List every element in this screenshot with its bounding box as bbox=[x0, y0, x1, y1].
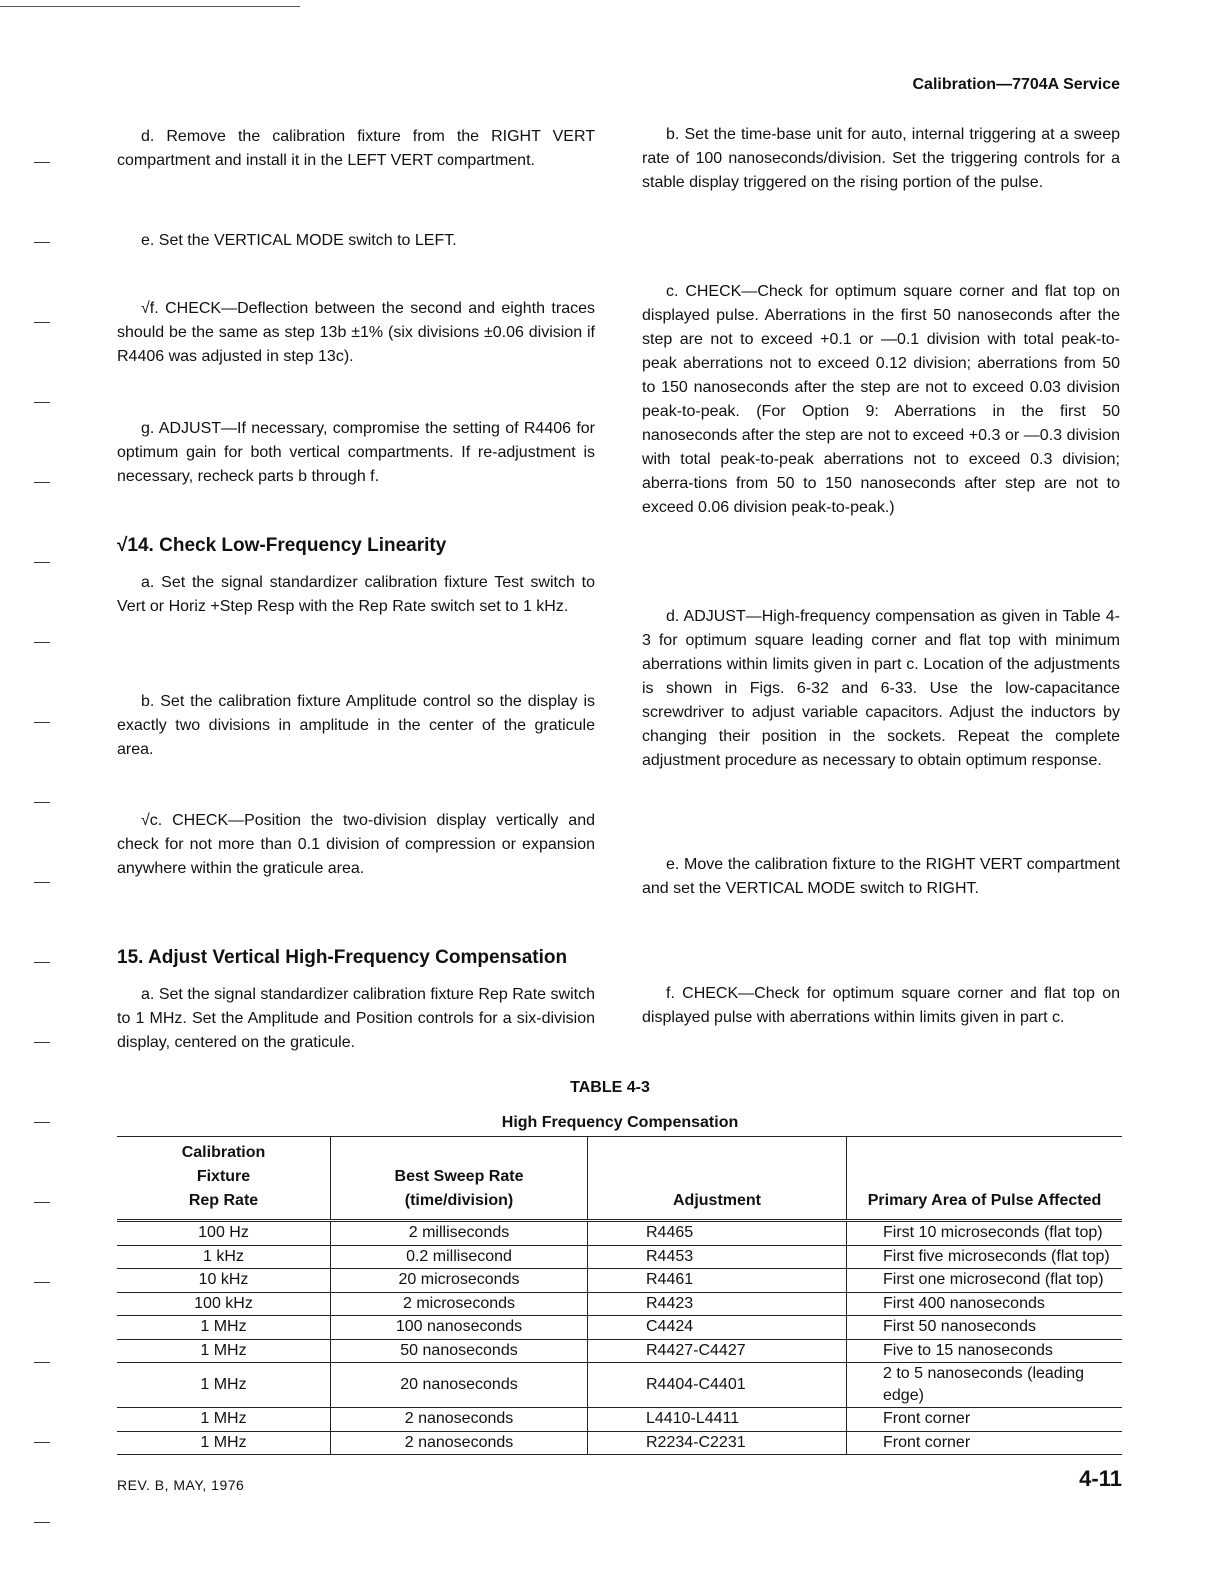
header-rep-rate-line2: Fixture bbox=[196, 1168, 251, 1185]
margin-tick bbox=[34, 162, 50, 163]
table-row bbox=[117, 1431, 1122, 1455]
cell-adjustment: R4453 bbox=[588, 1245, 847, 1269]
header-rep-rate-line3: Rep Rate bbox=[188, 1192, 259, 1209]
step-e-text: e. Set the VERTICAL MODE switch to LEFT. bbox=[141, 232, 457, 249]
cell-rep-rate: 1 MHz bbox=[117, 1363, 331, 1408]
table-row bbox=[117, 1269, 1122, 1293]
cell-adjustment: R2234-C2231 bbox=[588, 1431, 847, 1455]
cell-rep-rate: 1 MHz bbox=[117, 1316, 331, 1340]
cell-rep-rate: 1 MHz bbox=[117, 1339, 331, 1363]
cell-rep-rate: 1 MHz bbox=[117, 1431, 331, 1455]
header-sweep-line1: Best Sweep Rate bbox=[394, 1168, 524, 1185]
cell-adjustment: R4465 bbox=[588, 1221, 847, 1246]
cell-sweep-rate: 0.2 millisecond bbox=[331, 1245, 588, 1269]
header-rep-rate-line1: Calibration bbox=[181, 1144, 266, 1161]
section-15-step-d: d. ADJUST—High-frequency compensation as given in Table 4-3 for optimum square leading corner and flat top with minimum aberrations within limits given in part c. Location of the adjustments is shown in Figs. 6-32 and 6-33. Use the low-capacitance screwdriver to adjust variable capacitors. Adjust the inductors by changing their position in the sockets. Repeat the complete adjustment procedure as necessary to obtain optimum response. bbox=[642, 608, 1120, 769]
cell-adjustment: R4423 bbox=[588, 1292, 847, 1316]
cell-area-affected: First one microsecond (flat top) bbox=[847, 1269, 1123, 1293]
table-title: TABLE 4-3 bbox=[570, 1079, 650, 1096]
cell-sweep-rate: 100 nanoseconds bbox=[331, 1316, 588, 1340]
cell-area-affected: Front corner bbox=[847, 1431, 1123, 1455]
binding-margin-marks bbox=[0, 0, 110, 1584]
cell-area-affected: First five microseconds (flat top) bbox=[847, 1245, 1123, 1269]
section-15-step-a: a. Set the signal standardizer calibration fixture Rep Rate switch to 1 MHz. Set the Amplitude and Position controls for a six-division display, centered on the graticule. bbox=[117, 986, 595, 1051]
section-14-step-b: b. Set the calibration fixture Amplitude control so the display is exactly two divisions in amplitude in the center of the graticule area. bbox=[117, 693, 595, 758]
table-row bbox=[117, 1292, 1122, 1316]
margin-tick bbox=[34, 802, 50, 803]
step-d-text: d. Remove the calibration fixture from the RIGHT VERT compartment and install it in the LEFT VERT compartment. bbox=[117, 128, 595, 169]
table-row bbox=[117, 1316, 1122, 1340]
table-row bbox=[117, 1221, 1122, 1246]
running-head: Calibration—7704A Service bbox=[912, 76, 1120, 93]
margin-tick bbox=[34, 242, 50, 243]
table-row bbox=[117, 1339, 1122, 1363]
cell-adjustment: L4410-L4411 bbox=[588, 1408, 847, 1432]
cell-adjustment: R4404-C4401 bbox=[588, 1363, 847, 1408]
section-15-step-e: e. Move the calibration fixture to the RIGHT VERT compartment and set the VERTICAL MODE switch to RIGHT. bbox=[642, 856, 1120, 897]
compensation-table bbox=[117, 1136, 1122, 1455]
cell-area-affected: First 10 microseconds (flat top) bbox=[847, 1221, 1123, 1246]
cell-sweep-rate: 2 microseconds bbox=[331, 1292, 588, 1316]
section-14-step-a: a. Set the signal standardizer calibration fixture Test switch to Vert or Horiz +Step Resp with the Rep Rate switch set to 1 kHz. bbox=[117, 574, 595, 615]
margin-tick bbox=[34, 722, 50, 723]
cell-sweep-rate: 20 nanoseconds bbox=[331, 1363, 588, 1408]
table-row bbox=[117, 1408, 1122, 1432]
cell-adjustment: C4424 bbox=[588, 1316, 847, 1340]
header-area-affected: Primary Area of Pulse Affected bbox=[847, 1137, 1123, 1221]
margin-tick bbox=[34, 1282, 50, 1283]
cell-sweep-rate: 2 milliseconds bbox=[331, 1221, 588, 1246]
cell-sweep-rate: 2 nanoseconds bbox=[331, 1431, 588, 1455]
margin-tick bbox=[34, 402, 50, 403]
margin-tick bbox=[34, 562, 50, 563]
cell-adjustment: R4427-C4427 bbox=[588, 1339, 847, 1363]
cell-sweep-rate: 2 nanoseconds bbox=[331, 1408, 588, 1432]
cell-rep-rate: 1 kHz bbox=[117, 1245, 331, 1269]
margin-tick bbox=[34, 1202, 50, 1203]
header-sweep-line2: (time/division) bbox=[404, 1192, 514, 1209]
table-body bbox=[117, 1221, 1122, 1455]
margin-tick bbox=[34, 642, 50, 643]
cell-rep-rate: 10 kHz bbox=[117, 1269, 331, 1293]
margin-tick bbox=[34, 1362, 50, 1363]
header-sweep-rate bbox=[331, 1137, 588, 1221]
cell-area-affected: First 400 nanoseconds bbox=[847, 1292, 1123, 1316]
section-15-step-b: b. Set the time-base unit for auto, internal triggering at a sweep rate of 100 nanoseconds/division. Set the triggering controls for a stable display triggered on the rising portion of the pulse. bbox=[642, 126, 1120, 191]
revision-date: REV. B, MAY, 1976 bbox=[117, 1477, 245, 1493]
cell-rep-rate: 100 kHz bbox=[117, 1292, 331, 1316]
step-f-text: √f. CHECK—Deflection between the second and eighth traces should be the same as step 13b ±1% (six divisions ±0.06 division if R4406 was adjusted in step 13c). bbox=[117, 300, 595, 365]
cell-sweep-rate: 50 nanoseconds bbox=[331, 1339, 588, 1363]
section-14-step-c: √c. CHECK—Position the two-division display vertically and check for not more than 0.1 division of compression or expansion anywhere within the graticule area. bbox=[117, 812, 595, 877]
cell-area-affected: Front corner bbox=[847, 1408, 1123, 1432]
cell-area-affected: 2 to 5 nanoseconds (leading edge) bbox=[847, 1363, 1123, 1408]
header-rep-rate bbox=[117, 1137, 331, 1221]
step-g-text: g. ADJUST—If necessary, compromise the setting of R4406 for optimum gain for both vertical compartments. If re-adjustment is necessary, recheck parts b through f. bbox=[117, 420, 595, 485]
margin-tick bbox=[34, 882, 50, 883]
section-15-step-f: f. CHECK—Check for optimum square corner and flat top on displayed pulse with aberrations within limits given in part c. bbox=[642, 985, 1120, 1026]
table-subtitle: High Frequency Compensation bbox=[501, 1114, 739, 1131]
cell-sweep-rate: 20 microseconds bbox=[331, 1269, 588, 1293]
margin-tick bbox=[34, 1442, 50, 1443]
cell-rep-rate: 100 Hz bbox=[117, 1221, 331, 1246]
cell-area-affected: Five to 15 nanoseconds bbox=[847, 1339, 1123, 1363]
margin-tick bbox=[34, 962, 50, 963]
section-15-heading: 15. Adjust Vertical High-Frequency Compensation bbox=[117, 947, 568, 968]
margin-tick bbox=[34, 1042, 50, 1043]
table-row bbox=[117, 1245, 1122, 1269]
section-14-heading: √14. Check Low-Frequency Linearity bbox=[117, 535, 447, 556]
table-row bbox=[117, 1363, 1122, 1408]
cell-adjustment: R4461 bbox=[588, 1269, 847, 1293]
header-adjustment: Adjustment bbox=[588, 1137, 847, 1221]
margin-tick bbox=[34, 322, 50, 323]
section-15-step-c: c. CHECK—Check for optimum square corner and flat top on displayed pulse. Aberrations in the first 50 nanoseconds after the step are not to exceed +0.1 or —0.1 division with total peak-to-peak aberrations not to exceed 0.12 division; aberrations from 50 to 150 nanoseconds after the step are not to exceed 0.03 division peak-to-peak. (For Option 9: Aberrations in the first 50 nanoseconds after the step are not to exceed +0.3 or —0.3 division with total peak-to-peak aberrations not to exceed 0.3 division; aberra-tions from 50 to 150 nanoseconds after step are not to exceed 0.06 division peak-to-peak.) bbox=[642, 283, 1120, 516]
cell-area-affected: First 50 nanoseconds bbox=[847, 1316, 1123, 1340]
margin-tick bbox=[34, 482, 50, 483]
page-number: 4-11 bbox=[1079, 1466, 1122, 1491]
table-header-row bbox=[117, 1137, 1122, 1221]
margin-tick bbox=[34, 1522, 50, 1523]
cell-rep-rate: 1 MHz bbox=[117, 1408, 331, 1432]
